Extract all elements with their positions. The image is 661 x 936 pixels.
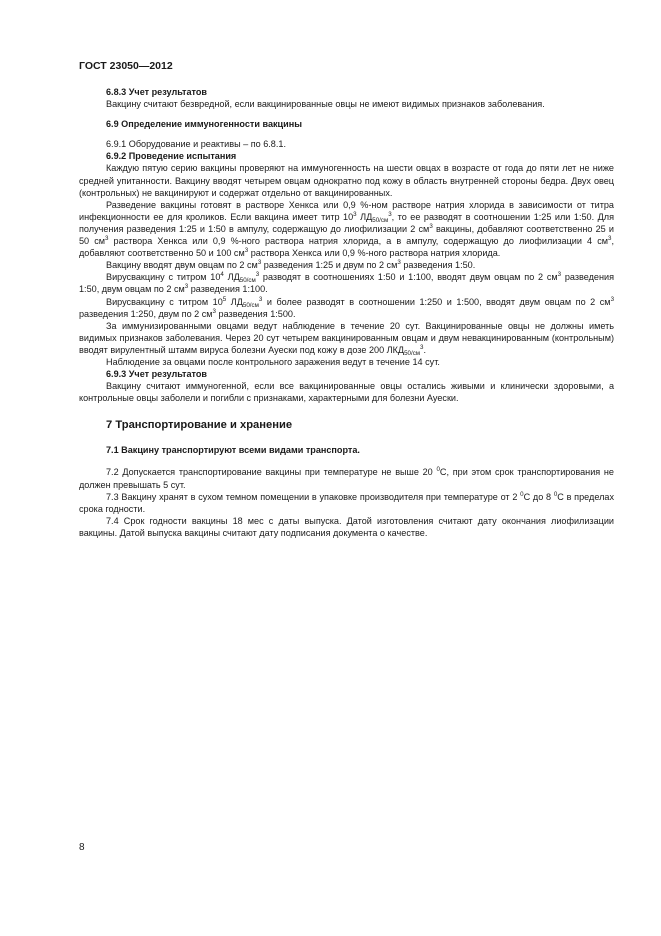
section-heading-6-9-3: 6.9.3 Учет результатов [106, 369, 208, 380]
section-heading-6-9: 6.9 Определение иммуногенности вакцины [106, 119, 302, 130]
paragraph: Вакцину считают иммуногенной, если все вакцинированные овцы остались живыми и клинически здоровыми, а контрольные овцы заболели и погибли с признаками, характерными для болезни Ауески. [79, 381, 614, 404]
paragraph-6-9-1: 6.9.1 Оборудование и реактивы – по 6.8.1. [106, 139, 286, 150]
page-content [79, 86, 614, 539]
paragraph: Вакцину считают безвредной, если вакцинированные овцы не имеют видимых признаков заболевания. [106, 99, 545, 110]
section-heading-6-8-3: 6.8.3 Учет результатов [106, 87, 208, 97]
paragraph: Каждую пятую серию вакцины проверяют на иммуногенность на шести овцах в возрасте от года до пяти лет не ниже средней упитанности. Вакцину вводят четырем овцам однократно под кожу в область внутренней стороны бедра. Двух овец (контрольных) не вакцинируют и содержат отдельно от вакцинированных. [79, 163, 614, 198]
paragraph-7-2: 7.2 Допускается транспортирование вакцины при температуре не выше 20 $^0$С, при этом срок транспортирования не должен превышать 5 сут. [79, 466, 614, 490]
section-heading-7: 7 Транспортирование и хранение [106, 419, 293, 432]
paragraph: Вирусвакцину с титром $10^4$ $ЛД_{50/см}^3$ разводят в соотношениях 1:50 и 1:100, вводят двум овцам по 2 $см^3$ разведения 1:50, двум овцам по 2 $см^3$ разведения 1:100. [79, 271, 615, 295]
section-heading-6-9-2: 6.9.2 Проведение испытания [106, 151, 237, 162]
paragraph: За иммунизированными овцами ведут наблюдение в течение 20 сут. Вакцинированные овцы не должны иметь видимых признаков заболевания. Через 20 сут четырем вакцинированным овцам и двум невакцинированным (контрольным) вводят вирулентный штамм вируса болезни Ауески под кожу в дозе 200 $ЛКД_{50/см}^3$. [79, 320, 614, 357]
paragraph-7-1: 7.1 Вакцину транспортируют всеми видами транспорта. [106, 445, 360, 456]
paragraph: Вирусвакцину с титром $10^5$ $ЛД_{50/см}^3$ и более разводят в соотношении 1:250 и 1:500, вводят двум овцам по 2 $см^3$ разведения 1:250, двум по 2 $см^3$ разведения 1:500. [79, 295, 615, 319]
paragraph: Наблюдение за овцами после контрольного заражения ведут в течение 14 сут. [106, 356, 440, 367]
paragraph-7-4: 7.4 Срок годности вакцины 18 мес с даты выпуска. Датой изготовления считают дату окончания лиофилизации вакцины. Датой выпуска вакцины считают дату подписания документа о качестве. [79, 515, 614, 538]
page-number: 8 [79, 842, 85, 853]
document-code: ГОСТ 23050—2012 [79, 60, 173, 72]
paragraph: Вакцину вводят двум овцам по 2 $см^3$ разведения 1:25 и двум по 2 $см^3$ разведения 1:50. [106, 259, 476, 271]
paragraph-7-3: 7.3 Вакцину хранят в сухом темном помещении в упаковке производителя при температуре от 2 $^0$С до 8 $^0$С в пределах срока годности. [79, 490, 614, 514]
paragraph-dilution: Разведение вакцины готовят в растворе Хенкса или 0,9 %-ном растворе натрия хлорида в зависимости от титра инфекционности ее для кроликов. Если вакцина имеет титр $10^3$ $ЛД_{50/см}^3$, то ее разводят в соотношении 1:25 или 1:50. Для получения разведения 1:25 и 1:50 в ампулу, содержащую до лиофилизации 2 $см^3$ вакцины, добавляют соответственно 25 и 50 $см^3$ раствора Хенкса или 0,9 %-ного раствора натрия хлорида, а в ампулу, содержащую до лиофилизации 4 $см^3$, добавляют соответственно 50 и 100 $см^3$ раствора Хенкса или 0,9 %-ного раствора натрия хлорида. [79, 199, 614, 259]
